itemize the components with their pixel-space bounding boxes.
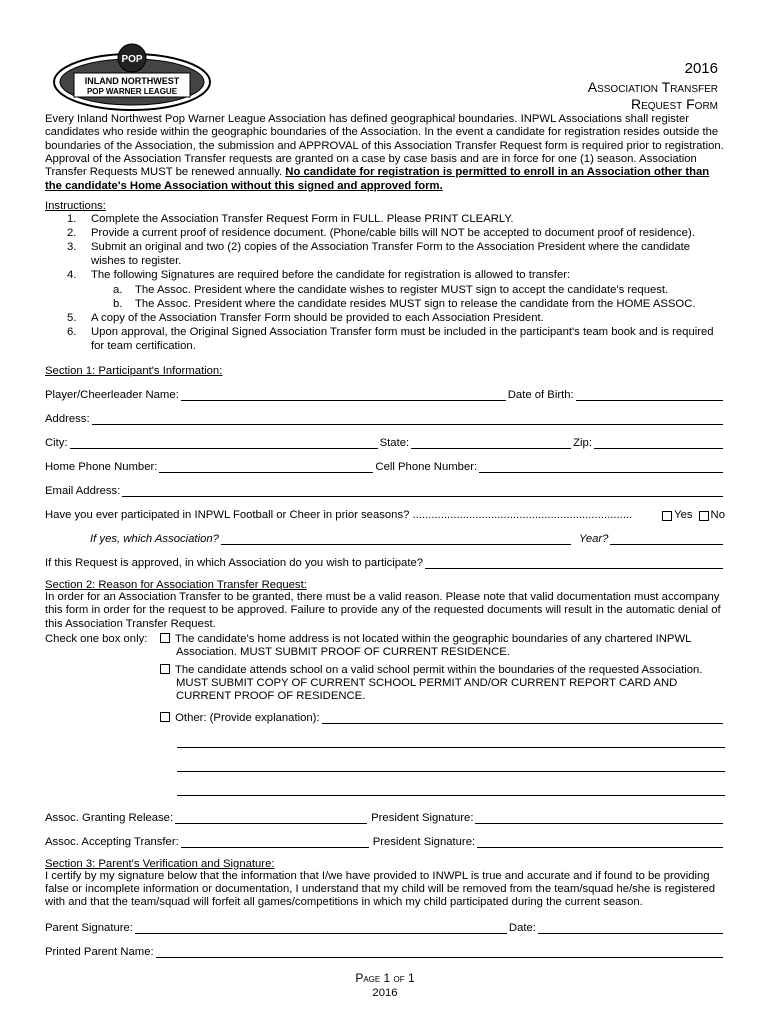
yes-label: Yes: [674, 509, 693, 522]
address-label: Address:: [45, 413, 90, 426]
granting-field[interactable]: [175, 811, 367, 824]
league-logo: [52, 42, 212, 114]
dob-label: Date of Birth:: [507, 389, 574, 402]
player-name-field[interactable]: [181, 388, 506, 401]
option1-checkbox[interactable]: [160, 633, 170, 643]
intro-emphasis: No candidate for registration is permitted to enroll in an Association other than the candidate's Home Association without this signed and approved form.: [45, 166, 710, 192]
city-label: City:: [45, 437, 68, 450]
instructions-sublist: [45, 283, 725, 311]
year-label: Year?: [578, 533, 609, 546]
logo-line1: INLAND NORTHWEST: [84, 76, 180, 86]
which-assoc-label: If yes, which Association?: [90, 533, 219, 546]
option2-text3: CURRENT PROOF OF RESIDENCE.: [176, 690, 366, 703]
printed-name-label: Printed Parent Name:: [45, 945, 154, 958]
address-row: [45, 401, 725, 425]
option2: [45, 664, 725, 704]
form-header: [588, 60, 718, 114]
instruction-subitem: a. The Assoc. President where the candidate wishes to register MUST sign to accept the candidate's request.: [113, 283, 669, 296]
date-label: Date:: [508, 921, 536, 934]
wish-label: If this Request is approved, in which Association do you wish to participate?: [45, 557, 424, 570]
header-title-line2: Request Form: [631, 96, 718, 113]
instructions-heading: Instructions:: [45, 199, 106, 212]
option3-checkbox[interactable]: [160, 712, 170, 722]
city-field[interactable]: [70, 436, 378, 449]
participated-row: [45, 497, 725, 521]
phone-row: [45, 449, 725, 473]
instruction-item: 1. Complete the Association Transfer Request Form in FULL. Please PRINT CLEARLY.: [67, 212, 514, 225]
parent-sig-field[interactable]: [135, 921, 507, 934]
accepting-field[interactable]: [181, 835, 369, 848]
which-assoc-row: [45, 521, 725, 545]
option1: [45, 633, 725, 660]
explanation-field-2[interactable]: [177, 724, 725, 748]
page-number: Page 1 of 1: [355, 971, 415, 985]
year-field[interactable]: [610, 532, 723, 545]
explanation-field-1[interactable]: [322, 711, 723, 724]
date-field[interactable]: [538, 921, 723, 934]
printed-name-row: [45, 934, 725, 958]
league-logo-graphic: [52, 42, 212, 114]
parent-sig-label: Parent Signature:: [45, 921, 133, 934]
zip-field[interactable]: [594, 436, 723, 449]
email-label: Email Address:: [45, 485, 121, 498]
accepting-row: [45, 824, 725, 848]
section3-title: Section 3: Parent's Verification and Signature:: [45, 857, 275, 870]
city-row: [45, 425, 725, 449]
zip-label: Zip:: [573, 437, 592, 450]
dob-field[interactable]: [576, 388, 723, 401]
email-row: [45, 473, 725, 497]
home-phone-label: Home Phone Number:: [45, 461, 158, 474]
no-label: No: [710, 509, 725, 522]
option3-row: [45, 704, 725, 724]
yes-checkbox[interactable]: [662, 511, 672, 521]
footer-year: 2016: [372, 987, 398, 999]
parent-sig-row: [45, 910, 725, 934]
option2-text: The candidate attends school on a valid school permit within the boundaries of the requested Association.: [174, 663, 703, 676]
section2-text: In order for an Association Transfer to be granted, there must be a valid reason. Please note that valid documentation must accompany this form in order for the request to be approved. Failure to provide any of the requested documents will result in the automatic denial of this Association Transfer Request.: [45, 591, 721, 630]
wish-row: [45, 545, 725, 569]
accepting-president-label: President Signature:: [372, 835, 476, 848]
option3-text: Other: (Provide explanation):: [175, 711, 320, 724]
form-content: [45, 113, 725, 958]
accepting-label: Assoc. Accepting Transfer:: [45, 835, 179, 848]
header-year: 2016: [684, 60, 718, 77]
accepting-president-field[interactable]: [477, 835, 723, 848]
email-field[interactable]: [122, 484, 723, 497]
option2-text2: MUST SUBMIT COPY OF CURRENT SCHOOL PERMIT AND/OR CURRENT REPORT CARD AND: [176, 677, 678, 690]
state-field[interactable]: [411, 436, 571, 449]
check-one-label: Check one box only:: [45, 633, 148, 646]
which-assoc-field[interactable]: [221, 532, 571, 545]
explanation-field-3[interactable]: [177, 748, 725, 772]
option1-text: The candidate's home address is not located within the geographic boundaries of any chartered INPWL: [174, 633, 692, 646]
instruction-item: 4. The following Signatures are required before the candidate for registration is allowed to transfer:: [67, 269, 571, 282]
player-name-row: [45, 377, 725, 401]
wish-field[interactable]: [425, 556, 723, 569]
printed-name-field[interactable]: [156, 945, 723, 958]
instructions-list-continued: [45, 311, 725, 353]
granting-president-field[interactable]: [475, 811, 723, 824]
no-checkbox[interactable]: [699, 511, 709, 521]
section1-title: Section 1: Participant's Information:: [45, 365, 223, 378]
header-title-line1: Association Transfer: [587, 78, 718, 95]
address-field[interactable]: [92, 412, 723, 425]
instruction-item: 3. Submit an original and two (2) copies of the Association Transfer Form to the Association President where the candidate wishes to register.: [67, 241, 691, 268]
cell-phone-field[interactable]: [479, 460, 723, 473]
instruction-item: 6. Upon approval, the Original Signed Association Transfer form must be included in the participant's team book and is required for team certification.: [67, 325, 714, 352]
instruction-subitem: b. The Assoc. President where the candidate resides MUST sign to release the candidate from the HOME ASSOC.: [113, 297, 696, 310]
option2-checkbox[interactable]: [160, 664, 170, 674]
intro-paragraph: [45, 113, 725, 193]
instruction-item: 2. Provide a current proof of residence document. (Phone/cable bills will NOT be accepted to document proof of residence).: [67, 227, 695, 240]
page-footer: [0, 971, 770, 1000]
player-name-label: Player/Cheerleader Name:: [45, 389, 179, 402]
state-label: State:: [379, 437, 410, 450]
section3-text: I certify by my signature below that the information that I/we have provided to INWPL is true and accurate and if found to be providing false or incomplete information or documentation, I understand that my child will be removed from the team/squad he/she is registered with and that the team/squad will forfeit all games/competitions in which my child participated during the current season.: [45, 869, 715, 909]
cell-phone-label: Cell Phone Number:: [375, 461, 478, 474]
participated-question: Have you ever participated in INPWL Football or Cheer in prior seasons? ......................................................................: [45, 509, 633, 522]
section2-title: Section 2: Reason for Association Transfer Request:: [45, 579, 307, 592]
explanation-field-4[interactable]: [177, 772, 725, 796]
home-phone-field[interactable]: [159, 460, 373, 473]
logo-line2: POP WARNER LEAGUE: [86, 87, 178, 96]
granting-row: [45, 800, 725, 824]
instructions-list: [45, 212, 725, 283]
intro-text: Every Inland Northwest Pop Warner League Association has defined geographical boundaries. INPWL Associations shall register candidates who reside within the geographic boundaries of the Association. In the event a candidate for registration resides outside the boundaries of the Association, the submission and APPROVAL of this Association Transfer Request form is required prior to registration. Approval of the Association Transfer requests are granted on a case by case basis and are in force for one (1) season. Association Transfer Requests MUST be renewed annually.: [45, 113, 724, 179]
logo-badge: POP: [121, 54, 143, 65]
option1-text2: Association. MUST SUBMIT PROOF OF CURRENT RESIDENCE.: [176, 646, 510, 659]
granting-label: Assoc. Granting Release:: [45, 811, 174, 824]
instruction-item: 5. A copy of the Association Transfer Form should be provided to each Association President.: [67, 311, 544, 324]
granting-president-label: President Signature:: [371, 811, 474, 824]
